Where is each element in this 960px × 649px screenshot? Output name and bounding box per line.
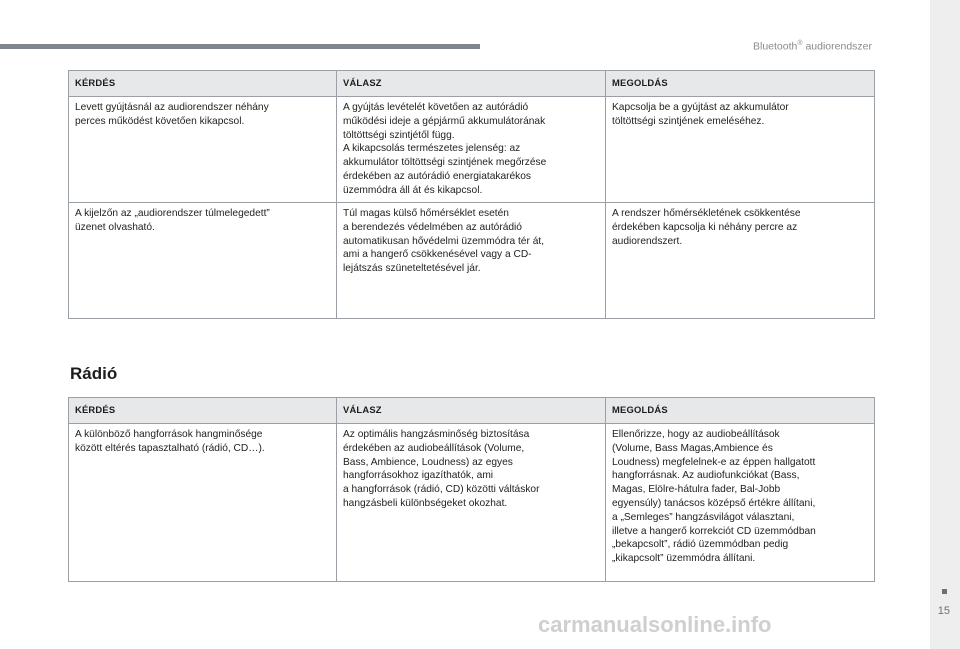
page-header-title: [753, 40, 872, 53]
troubleshooting-table-audio: [68, 70, 875, 319]
page-number: 15: [937, 605, 950, 617]
table-row: [69, 203, 875, 319]
table-row: [69, 97, 875, 203]
table-row: [69, 424, 875, 582]
watermark-text: carmanualsonline.info: [538, 612, 772, 637]
solution-cell: Kapcsolja be a gyújtást az akkumulátor töltöttségi szintjének emeléséhez.: [606, 97, 875, 203]
question-cell: A kijelzőn az „audiorendszer túlmelegedett” üzenet olvasható.: [69, 203, 337, 319]
header-rule: [0, 44, 480, 49]
page-marker-square: [942, 589, 947, 594]
column-header-answer: VÁLASZ: [337, 71, 606, 97]
table-header-row: [69, 71, 875, 97]
solution-cell: A rendszer hőmérsékletének csökkentése érdekében kapcsolja ki néhány percre az audiorendszert.: [606, 203, 875, 319]
column-header-solution: MEGOLDÁS: [606, 71, 875, 97]
table-header-row: [69, 398, 875, 424]
side-margin-strip: [930, 0, 960, 649]
answer-cell: A gyújtás levételét követően az autórádió működési ideje a gépjármű akkumulátorának töltöttségi szintjétől függ. A kikapcsolás természetes jelenség: az akkumulátor töltöttségi szintjének megőrzése érdekében az autórádió energiatakarékos üzemmódra áll át és kikapcsol.: [337, 97, 606, 203]
registered-mark: ®: [797, 40, 803, 47]
column-header-question: KÉRDÉS: [69, 71, 337, 97]
answer-cell: Túl magas külső hőmérséklet esetén a berendezés védelmében az autórádió automatikusan hővédelmi üzemmódra tér át, ami a hangerő csökkenésével vagy a CD- lejátszás szüneteltetésével jár.: [337, 203, 606, 319]
section-title-radio: Rádió: [70, 364, 118, 383]
header-title-text: Bluetooth: [752, 40, 798, 53]
answer-cell: Az optimális hangzásminőség biztosítása érdekében az audiobeállítások (Volume, Bass, Ambience, Loudness) az egyes hangforrásokhoz igazíthatók, ami a hangforrások (rádió, CD) közötti váltáskor hangzásbeli különbségeket okozhat.: [337, 424, 606, 582]
question-cell: A különböző hangforrások hangminősége között eltérés tapasztalható (rádió, CD…).: [69, 424, 337, 582]
column-header-answer: VÁLASZ: [337, 398, 606, 424]
column-header-solution: MEGOLDÁS: [606, 398, 875, 424]
header-title-suffix: audiorendszer: [802, 40, 872, 53]
troubleshooting-table-radio: [68, 397, 875, 582]
solution-cell: Ellenőrizze, hogy az audiobeállítások (Volume, Bass Magas,Ambience és Loudness) megfelelnek-e az éppen hallgatott hangforrásnak. Az audiofunkciókat (Bass, Magas, Elölre-hátulra fader, Bal-Jobb egyensúly) tanácsos középső értékre állítani, a „Semleges” hangzásvilágot választani, illetve a hangerő korrekciót CD üzemmódban „bekapcsolt”, rádió üzemmódban pedig „kikapcsolt” üzemmódra állítani.: [606, 424, 875, 582]
question-cell: Levett gyújtásnál az audiorendszer néhány perces működést követően kikapcsol.: [69, 97, 337, 203]
column-header-question: KÉRDÉS: [69, 398, 337, 424]
